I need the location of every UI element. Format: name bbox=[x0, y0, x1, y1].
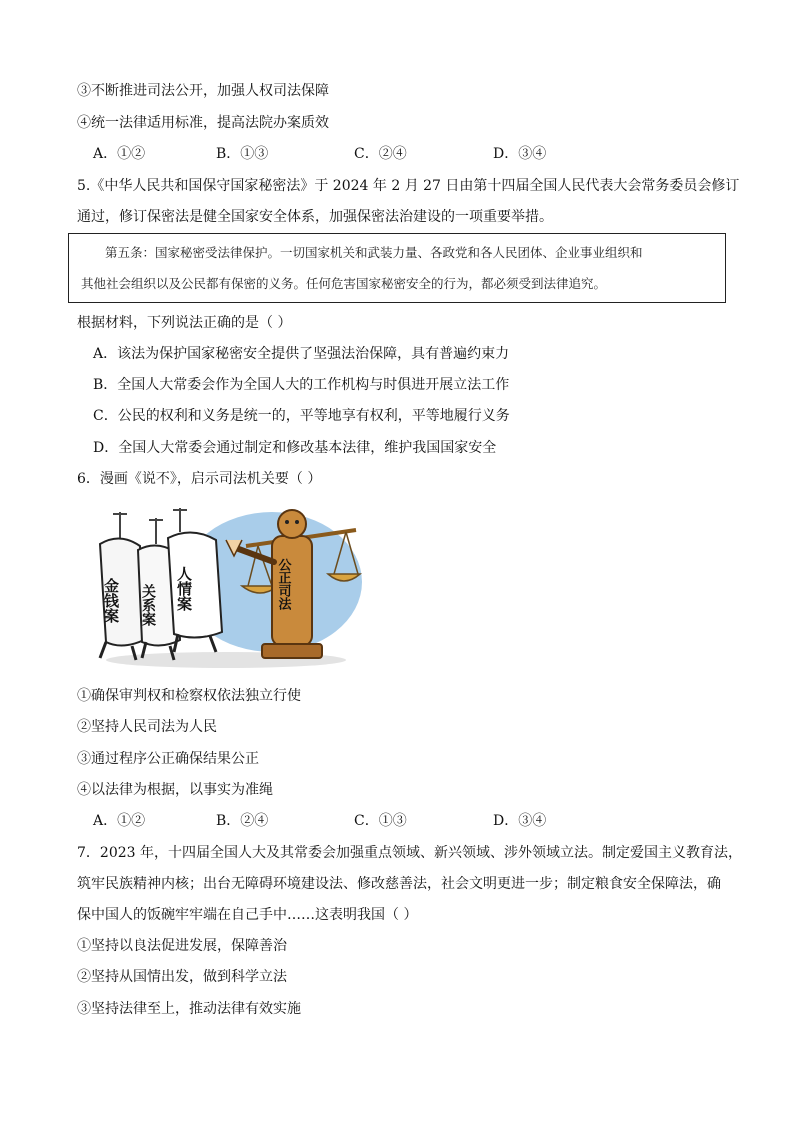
q6-options bbox=[93, 811, 593, 831]
svg-text:金钱案: 金钱案 bbox=[102, 578, 120, 623]
q6-option-b[interactable]: B．②④ bbox=[216, 813, 269, 829]
q7-stem-line1: 7．2023 年，十四届全国人大及其常委会加强重点领域、新兴领域、涉外领域立法。制定爱国主义教育法， bbox=[77, 845, 742, 861]
q4-item-4: ④统一法律适用标准，提高法院办案质效 bbox=[77, 115, 329, 131]
q6-option-d[interactable]: D．③④ bbox=[493, 813, 547, 829]
q7-item-2: ②坚持从国情出发，做到科学立法 bbox=[77, 969, 287, 985]
q5-material-box bbox=[68, 233, 726, 303]
paper-money-case bbox=[100, 512, 144, 660]
q5-stem-line1: 5.《中华人民共和国保守国家秘密法》于 2024 年 2 月 27 日由第十四届全国人民代表大会常务委员会修订 bbox=[77, 178, 740, 194]
q5-choice-c[interactable]: C．公民的权利和义务是统一的，平等地享有权利，平等地履行义务 bbox=[93, 408, 510, 424]
q7-item-3: ③坚持法律至上，推动法律有效实施 bbox=[77, 1001, 301, 1017]
q4-item-3: ③不断推进司法公开，加强人权司法保障 bbox=[77, 83, 329, 99]
q7-stem-line2: 筑牢民族精神内核；出台无障碍环境建设法、修改慈善法，社会文明更进一步；制定粮食安全保障法，确 bbox=[77, 876, 721, 892]
q5-choice-a[interactable]: A．该法为保护国家秘密安全提供了坚强法治保障，具有普遍约束力 bbox=[93, 346, 510, 362]
svg-text:关系案: 关系案 bbox=[140, 584, 156, 626]
q6-stem: 6．漫画《说不》，启示司法机关要（ ） bbox=[77, 471, 322, 487]
q4-option-b[interactable]: B．①③ bbox=[216, 146, 269, 162]
svg-text:公正司法: 公正司法 bbox=[275, 558, 291, 610]
q4-option-d[interactable]: D．③④ bbox=[493, 146, 547, 162]
q5-material-line2: 其他社会组织以及公民都有保密的义务。任何危害国家秘密安全的行为，都必须受到法律追究。 bbox=[81, 276, 607, 291]
q4-option-c[interactable]: C．②④ bbox=[354, 146, 407, 162]
q6-option-a[interactable]: A．①② bbox=[93, 813, 146, 829]
svg-text:人情案: 人情案 bbox=[175, 566, 193, 611]
q6-item-4: ④以法律为根据，以事实为准绳 bbox=[77, 782, 273, 798]
q5-choice-b[interactable]: B．全国人大常委会作为全国人大的工作机构与时俱进开展立法工作 bbox=[93, 377, 510, 393]
q7-stem-line3: 保中国人的饭碗牢牢端在自己手中……这表明我国（ ） bbox=[77, 907, 418, 923]
q4-option-a[interactable]: A．①② bbox=[93, 146, 146, 162]
q5-choice-d[interactable]: D．全国人大常委会通过制定和修改基本法律，维护我国国家安全 bbox=[93, 440, 497, 456]
q5-stem-line2: 通过，修订保密法是健全国家安全体系，加强保密法治建设的一项重要举措。 bbox=[77, 209, 553, 225]
q4-options bbox=[93, 144, 593, 164]
q5-prompt: 根据材料，下列说法正确的是（ ） bbox=[77, 315, 292, 331]
cartoon-say-no bbox=[76, 500, 362, 670]
q6-item-1: ①确保审判权和检察权依法独立行使 bbox=[77, 688, 301, 704]
q6-item-2: ②坚持人民司法为人民 bbox=[77, 719, 217, 735]
q5-material-line1: 第五条：国家秘密受法律保护。一切国家机关和武装力量、各政党和各人民团体、企业事业组织和 bbox=[105, 245, 643, 260]
q6-option-c[interactable]: C．①③ bbox=[354, 813, 407, 829]
q6-item-3: ③通过程序公正确保结果公正 bbox=[77, 751, 259, 767]
q7-item-1: ①坚持以良法促进发展，保障善治 bbox=[77, 938, 287, 954]
